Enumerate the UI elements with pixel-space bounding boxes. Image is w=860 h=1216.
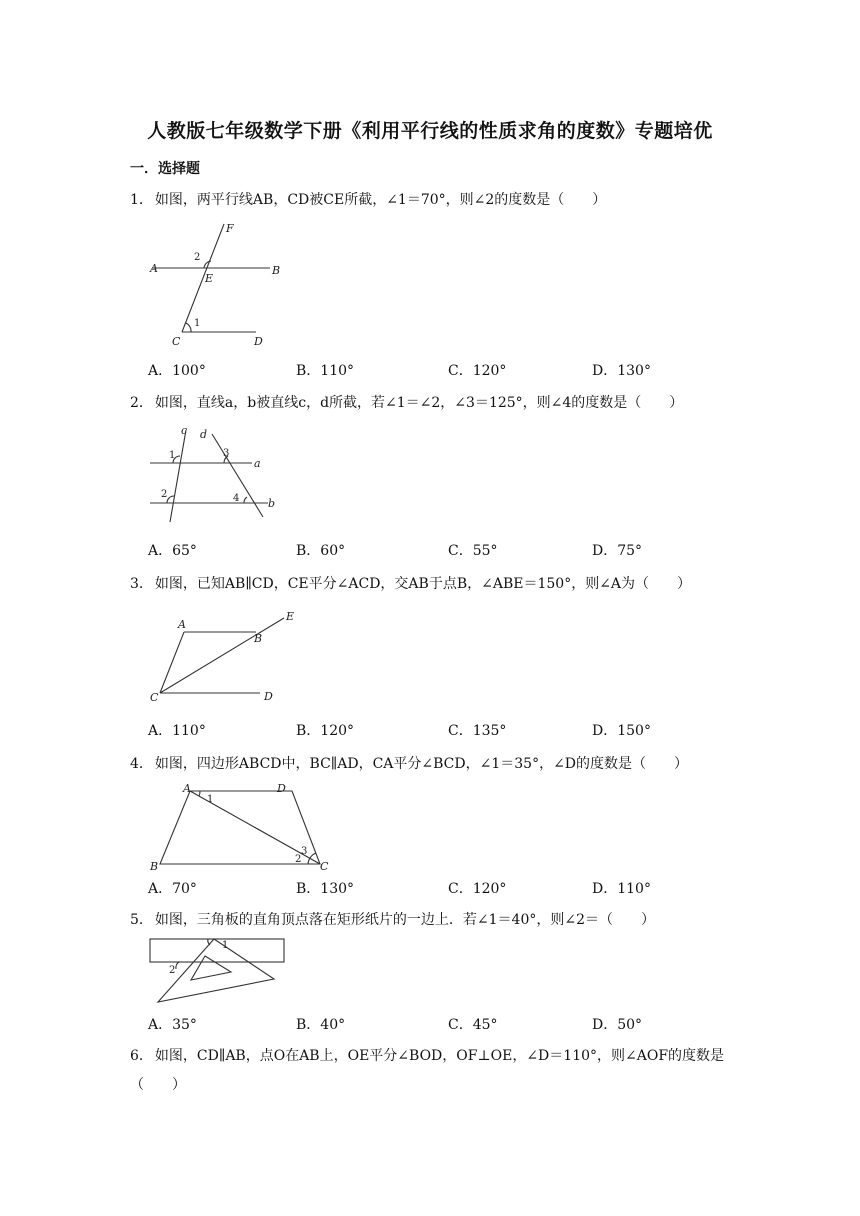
option-c[interactable]: C．120°	[448, 363, 507, 379]
question-number: 3．	[130, 576, 153, 592]
figure-5	[148, 934, 288, 1006]
label: D	[277, 782, 286, 795]
label: B	[254, 632, 263, 645]
label: C	[172, 335, 181, 348]
option-a[interactable]: A．110°	[148, 723, 206, 739]
question-number: 5．	[130, 912, 153, 928]
options-3	[148, 720, 708, 740]
option-b[interactable]: B．60°	[296, 543, 346, 559]
label: A	[178, 618, 186, 631]
option-b[interactable]: B．110°	[296, 363, 355, 379]
label: d	[200, 428, 208, 441]
figure-1	[148, 222, 281, 350]
question-6	[130, 1042, 735, 1100]
angle-1-arc	[186, 323, 191, 332]
label: 3	[223, 448, 230, 459]
label: 3	[301, 846, 308, 857]
question-1	[130, 188, 740, 212]
label: E	[286, 610, 295, 623]
option-a[interactable]: A．65°	[148, 543, 197, 559]
options-1	[148, 360, 708, 380]
label: 1	[194, 318, 201, 329]
question-text: 如图，直线a，b被直线c，d所截，若∠1＝∠2，∠3＝125°，则∠4的度数是（ ）	[154, 395, 684, 411]
label: 1	[169, 450, 176, 461]
question-5	[130, 908, 740, 932]
option-d[interactable]: D．50°	[592, 1017, 643, 1033]
label: F	[226, 222, 234, 235]
question-text: 如图，两平行线AB，CD被CE所截，∠1＝70°，则∠2的度数是（ ）	[154, 192, 607, 208]
option-c[interactable]: C．135°	[448, 723, 507, 739]
question-4	[130, 752, 740, 776]
option-b[interactable]: B．120°	[296, 723, 355, 739]
label: D	[254, 335, 263, 348]
angle-4-arc	[244, 497, 247, 503]
triangle-ruler	[158, 939, 274, 1002]
option-c[interactable]: C．55°	[448, 543, 498, 559]
label: c	[181, 424, 188, 437]
label: a	[254, 457, 261, 470]
option-a[interactable]: A．35°	[148, 1017, 197, 1033]
label: 2	[194, 252, 201, 263]
label: B	[150, 860, 159, 873]
section-heading: 一．选择题	[130, 161, 200, 177]
option-b[interactable]: B．40°	[296, 1017, 346, 1033]
question-text: 如图，已知AB∥CD，CE平分∠ACD，交AB于点B，∠ABE＝150°，则∠A为（ ）	[154, 576, 692, 592]
options-2	[148, 540, 708, 560]
label: B	[272, 264, 281, 277]
document-title: 人教版七年级数学下册《利用平行线的性质求角的度数》专题培优	[147, 120, 713, 142]
option-c[interactable]: C．45°	[448, 1017, 498, 1033]
line-ac	[160, 632, 184, 693]
figure-4	[148, 780, 338, 872]
option-c[interactable]: C．120°	[448, 881, 507, 897]
question-text: 如图，CD∥AB，点O在AB上，OE平分∠BOD，OF⊥OE，∠D＝110°，则∠AOF的度数是（ ）	[130, 1048, 725, 1093]
options-5	[148, 1014, 708, 1034]
option-b[interactable]: B．130°	[296, 881, 355, 897]
question-3	[130, 572, 740, 596]
label: A	[183, 782, 191, 795]
label: 4	[233, 493, 240, 504]
option-a[interactable]: A．100°	[148, 363, 206, 379]
label: 2	[295, 854, 302, 865]
label: 1	[207, 794, 214, 805]
label: 2	[169, 965, 176, 976]
line-c	[170, 430, 186, 522]
label: A	[150, 262, 158, 275]
figure-2	[148, 424, 283, 526]
angle-2-arc	[308, 858, 310, 864]
label: 2	[161, 489, 168, 500]
line-d	[212, 434, 263, 517]
label: 1	[222, 940, 229, 951]
question-2	[130, 391, 740, 415]
label: b	[268, 497, 276, 510]
angle-3-arc	[310, 853, 316, 858]
option-d[interactable]: D．110°	[592, 881, 651, 897]
label: C	[150, 691, 159, 704]
label: E	[205, 272, 214, 285]
question-text: 如图，四边形ABCD中，BC∥AD，CA平分∠BCD，∠1＝35°，∠D的度数是（ ）	[154, 756, 689, 772]
option-d[interactable]: D．75°	[592, 543, 643, 559]
line-ce	[182, 224, 224, 332]
label: D	[264, 690, 273, 703]
options-4	[148, 878, 708, 898]
triangle-ruler-inner	[191, 956, 231, 980]
label: C	[320, 860, 329, 873]
angle-1-arc	[199, 791, 200, 796]
option-d[interactable]: D．130°	[592, 363, 651, 379]
question-number: 4．	[130, 756, 153, 772]
question-number: 2．	[130, 395, 153, 411]
option-a[interactable]: A．70°	[148, 881, 197, 897]
question-number: 6．	[130, 1048, 153, 1064]
question-number: 1．	[130, 192, 153, 208]
angle-2-arc	[176, 962, 179, 969]
angle-1-arc	[208, 939, 210, 945]
figure-3	[148, 608, 298, 708]
option-d[interactable]: D．150°	[592, 723, 651, 739]
rectangle-paper	[150, 939, 284, 962]
question-text: 如图，三角板的直角顶点落在矩形纸片的一边上．若∠1＝40°，则∠2＝（ ）	[154, 912, 656, 928]
